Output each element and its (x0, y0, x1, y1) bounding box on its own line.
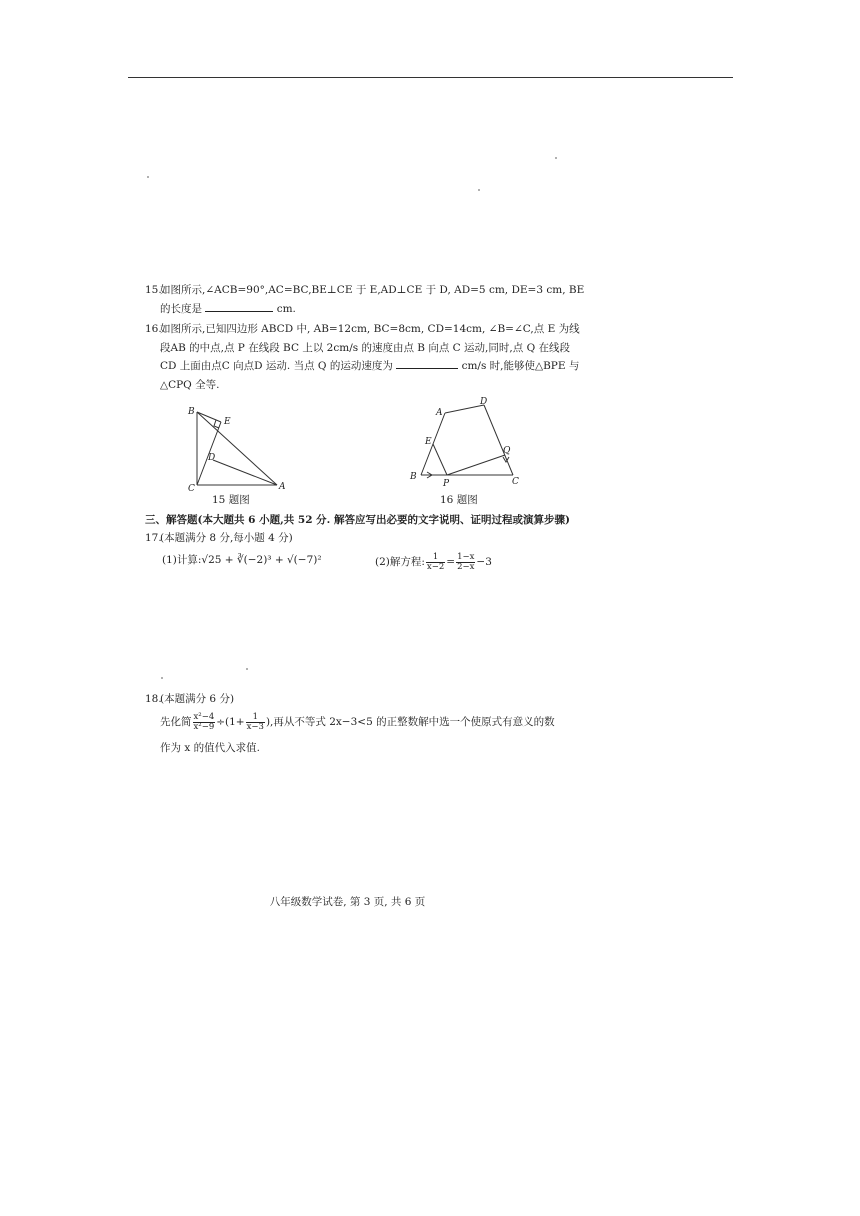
fig15-label-B: B (188, 407, 195, 417)
fig16-label-D: D (480, 397, 488, 407)
lhs-numerator: 1 (426, 553, 445, 563)
figure-16-diagram (405, 395, 530, 490)
question-18-header: (本题满分 6 分) (160, 693, 235, 705)
figure-15-diagram (183, 405, 293, 495)
figure-16-caption: 16 题图 (440, 494, 478, 506)
fraction-1 (193, 713, 216, 732)
header-rule (128, 77, 733, 78)
equation-lhs-fraction (426, 553, 445, 572)
rhs-denominator: 2−x (457, 561, 475, 572)
question-17-header: (本题满分 8 分,每小题 4 分) (160, 532, 293, 544)
answer-blank-16 (396, 368, 458, 369)
equation-tail: −3 (476, 556, 492, 568)
fig16-label-A: A (436, 408, 443, 418)
question-16-line-1: 如图所示,已知四边形 ABCD 中, AB=12cm, BC=8cm, CD=14cm, ∠B=∠C,点 E 为线 (160, 323, 580, 335)
question-16-line-4: △CPQ 全等. (160, 379, 220, 391)
question-15-unit: cm. (276, 303, 296, 315)
fig16-label-E: E (425, 437, 432, 447)
scan-speck (555, 157, 557, 159)
equation-rhs-fraction (456, 553, 475, 572)
fig15-label-E: E (224, 417, 231, 427)
answer-blank-15 (205, 311, 273, 312)
question-17-part-2 (375, 551, 492, 573)
question-18-prompt: 先化简 (160, 716, 192, 728)
fig16-label-C: C (512, 477, 519, 487)
question-17-part-1 (162, 553, 322, 567)
question-18-instruction: ),再从不等式 2x−3<5 的正整数解中选一个使原式有意义的数 (265, 716, 555, 728)
question-16-prompt-tail: cm/s 时,能够使△BPE 与 (461, 360, 580, 372)
question-18-line-1 (160, 711, 555, 733)
question-15-number: 15. (145, 284, 162, 296)
part-1-label: (1)计算: (162, 554, 202, 566)
rhs-numerator: 1−x (457, 551, 475, 562)
fig15-label-D: D (208, 453, 216, 463)
fraction-1-numerator: x²−4 (193, 711, 215, 722)
fraction-2-numerator: 1 (246, 713, 265, 723)
question-18-number: 18. (145, 693, 162, 705)
fig16-label-Q: Q (503, 446, 511, 456)
section-3-title: 三、解答题(本大题共 6 小题,共 52 分. 解答应写出必要的文字说明、证明过程或演算步骤) (145, 514, 570, 526)
page-footer: 八年级数学试卷, 第 3 页, 共 6 页 (269, 896, 426, 908)
question-17-number: 17. (145, 532, 162, 544)
lhs-denominator: x−2 (426, 561, 445, 572)
fraction-2-denominator: x−3 (246, 721, 264, 732)
equals-sign: = (446, 556, 456, 568)
scan-speck (478, 189, 480, 191)
question-15-line-1: 如图所示,∠ACB=90°,AC=BC,BE⊥CE 于 E,AD⊥CE 于 D, AD=5 cm, DE=3 cm, BE (160, 284, 585, 296)
scan-speck (246, 668, 248, 670)
question-15-prompt: 的长度是 (160, 303, 202, 315)
fig16-label-P: P (443, 479, 450, 489)
figure-15-caption: 15 题图 (212, 494, 250, 506)
part-1-expression: √25 + ∛(−2)³ + √(−7)² (201, 554, 322, 566)
question-16-prompt: CD 上面由点C 向点D 运动. 当点 Q 的运动速度为 (160, 360, 393, 372)
scan-speck (147, 176, 149, 178)
fig16-label-B: B (410, 472, 417, 482)
part-2-label: (2)解方程: (375, 556, 425, 568)
fraction-2 (246, 713, 265, 732)
fraction-1-denominator: x²−9 (193, 721, 215, 732)
question-16-line-2: 段AB 的中点,点 P 在线段 BC 上以 2cm/s 的速度由点 B 向点 C 运动,同时,点 Q 在线段 (160, 342, 571, 354)
question-16-line-3 (160, 359, 579, 373)
question-16-number: 16. (145, 323, 162, 335)
fig15-label-C: C (188, 484, 195, 494)
question-15-line-2 (160, 302, 296, 316)
fig15-label-A: A (279, 482, 286, 492)
scan-speck (161, 677, 163, 679)
question-18-line-2: 作为 x 的值代入求值. (160, 742, 260, 754)
division-operator: ÷(1+ (216, 716, 245, 728)
